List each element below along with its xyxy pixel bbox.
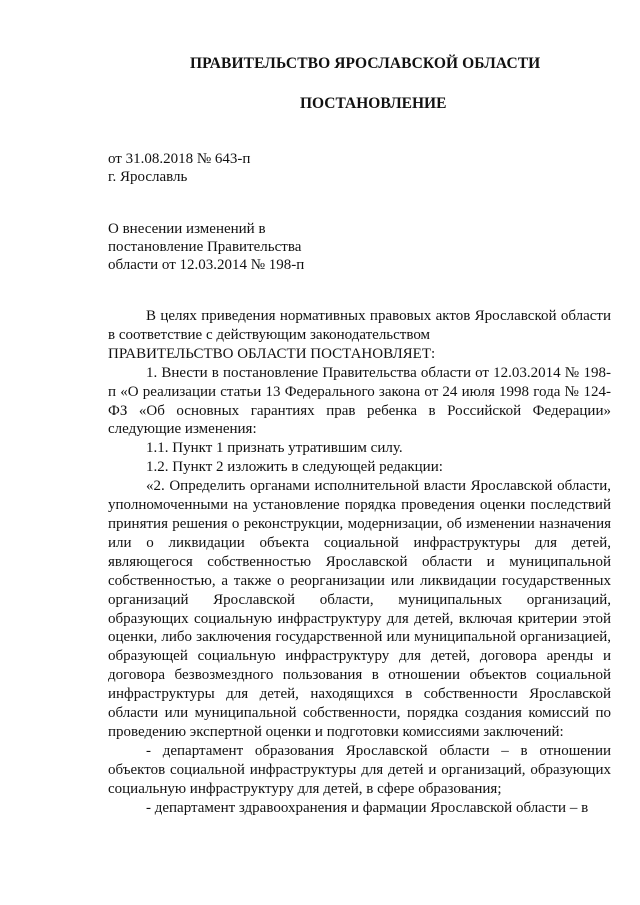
body-paragraph: - департамент образования Ярославской области – в отношении объектов социальной инфраструктуры для детей и организаций, образующих социальную инфраструктуру для детей, в сфере образования; (108, 742, 611, 797)
body-paragraph: 1.2. Пункт 2 изложить в следующей редакции: (146, 459, 443, 476)
document-subject (108, 220, 304, 274)
body-paragraph: 1.1. Пункт 1 признать утратившим силу. (146, 440, 403, 457)
body-paragraph: «2. Определить органами исполнительной власти Ярославской области, уполномоченными на установление порядка проведения оценки последствий принятия решения о реконструкции, модернизации, об изменении назначения или о ликвидации объекта социальной инфраструктуры для детей, являющегося собственностью Ярославской области и муниципальной собственностью, а также о реорганизации или ликвидации государственных организаций Ярославской области, муниципальных организаций, образующих социальную инфраструктуру для детей, включая критерии этой оценки, либо заключения государственной или муниципальной организацией, образующей социальную инфраструктуру для детей, договора аренды и договора безвозмездного пользования в отношении объектов социальной инфраструктуры для детей, находящихся в собственности Ярославской области или муниципальной собственности, порядка создания комиссий по проведению экспертной оценки и подготовки комиссиями заключений: (108, 478, 611, 740)
body-paragraph: В целях приведения нормативных правовых актов Ярославской области в соответствие с действующим законодательством (108, 308, 611, 343)
body-paragraph: - департамент здравоохранения и фармации Ярославской области – в (146, 799, 589, 816)
subject-line: О внесении изменений в (108, 221, 266, 237)
subject-line: постановление Правительства (108, 239, 302, 255)
document-type-title: ПОСТАНОВЛЕНИЕ (300, 95, 447, 112)
document-body (108, 307, 611, 817)
document-meta (108, 150, 250, 186)
date-number: от 31.08.2018 № 643-п (108, 151, 251, 167)
organization-title: ПРАВИТЕЛЬСТВО ЯРОСЛАВСКОЙ ОБЛАСТИ (190, 55, 541, 72)
subject-line: области от 12.03.2014 № 198-п (108, 257, 305, 273)
city: г. Ярославль (108, 169, 188, 185)
resolution-heading: ПРАВИТЕЛЬСТВО ОБЛАСТИ ПОСТАНОВЛЯЕТ: (108, 345, 436, 362)
body-paragraph: 1. Внести в постановление Правительства области от 12.03.2014 № 198-п «О реализации статьи 13 Федерального закона от 24 июля 1998 года № 124-ФЗ «Об основных гарантиях прав ребенка в Российской Федерации» следующие изменения: (108, 364, 611, 438)
